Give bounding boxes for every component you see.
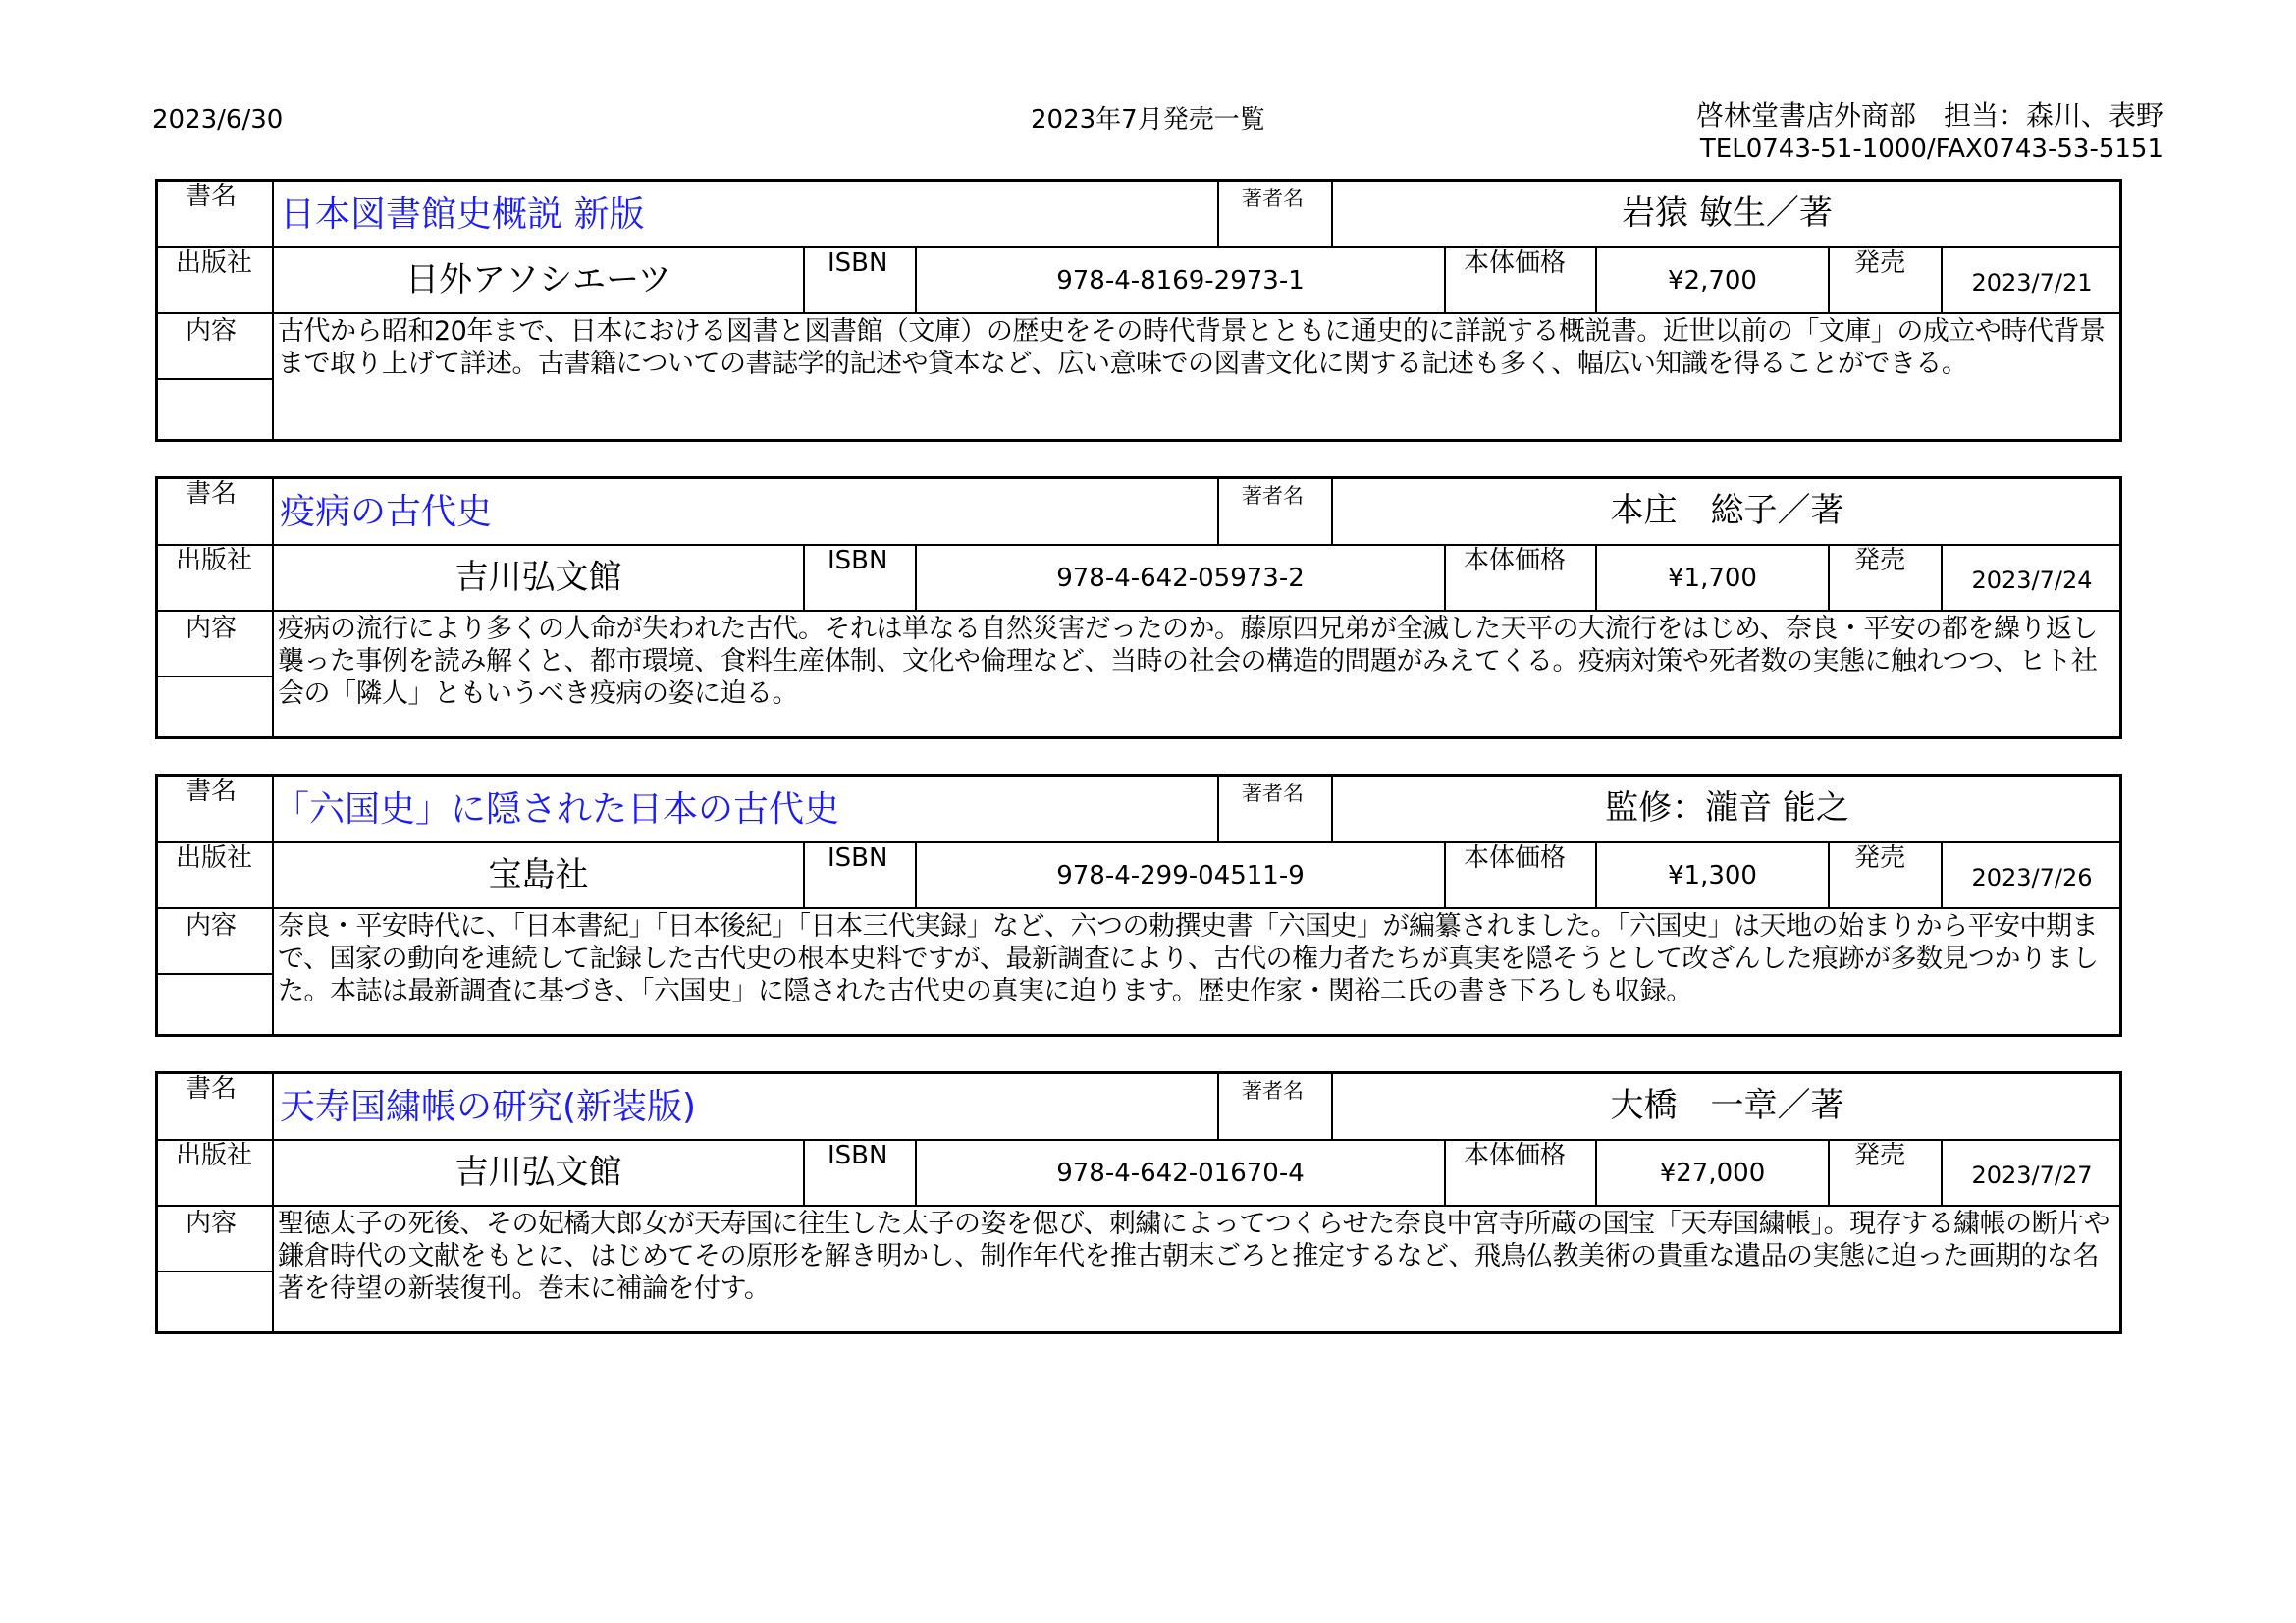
book-price: ¥1,700: [1668, 564, 1757, 593]
label-author: 著者名: [1242, 484, 1304, 508]
label-isbn: ISBN: [828, 546, 888, 575]
label-publisher: 出版社: [176, 1141, 253, 1170]
label-content: 内容: [186, 614, 238, 643]
label-price: 本体価格: [1464, 546, 1567, 575]
label-release: 発売: [1854, 1141, 1906, 1170]
label-price: 本体価格: [1464, 1141, 1567, 1170]
book-entry: [155, 476, 2122, 739]
label-isbn: ISBN: [828, 843, 888, 873]
book-entry: [155, 179, 2122, 442]
book-isbn: 978-4-299-04511-9: [1056, 861, 1305, 891]
book-publisher: 日外アソシエーツ: [405, 260, 671, 299]
book-price: ¥27,000: [1659, 1159, 1766, 1188]
book-author: 岩猿 敏生／著: [1622, 193, 1833, 233]
label-content: 内容: [186, 316, 238, 346]
label-release: 発売: [1854, 843, 1906, 873]
book-entry: [155, 1071, 2122, 1334]
book-release: 2023/7/21: [1971, 269, 2093, 297]
label-isbn: ISBN: [828, 1141, 888, 1170]
book-author: 監修：瀧音 能之: [1605, 788, 1849, 828]
book-description: 聖徳太子の死後、その妃橘大郎女が天寿国に往生した太子の姿を偲び、刺繍によってつくらせた奈良中宮寺所蔵の国宝「天寿国繍帳」。現存する繍帳の断片や鎌倉時代の文献をもとに、はじめてその原形を解き明かし、制作年代を推古朝末ごろと推定するなど、飛鳥仏教美術の貴重な遺品の実態に迫った画期的な名著を待望の新装復刊。巻末に補論を付す。: [278, 1209, 2110, 1304]
book-author: 本庄 総子／著: [1610, 491, 1844, 530]
book-release: 2023/7/24: [1971, 567, 2093, 594]
header-title: 2023年7月発売一覧: [1031, 105, 1265, 135]
label-author: 著者名: [1242, 782, 1304, 805]
book-isbn: 978-4-642-05973-2: [1056, 564, 1305, 593]
book-isbn: 978-4-642-01670-4: [1056, 1159, 1305, 1188]
label-publisher: 出版社: [176, 546, 253, 575]
label-title: 書名: [186, 1074, 238, 1104]
label-author: 著者名: [1242, 187, 1304, 210]
book-release: 2023/7/27: [1971, 1162, 2093, 1189]
book-description: 古代から昭和20年まで、日本における図書と図書館（文庫）の歴史をその時代背景とともに通史的に詳説する概説書。近世以前の「文庫」の成立や時代背景まで取り上げて詳述。古書籍についての書誌学的記述や貸本など、広い意味での図書文化に関する記述も多く、幅広い知識を得ることができる。: [278, 316, 2106, 379]
header-date: 2023/6/30: [152, 105, 284, 135]
label-release: 発売: [1854, 248, 1906, 278]
book-description: 奈良・平安時代に、「日本書紀」「日本後紀」「日本三代実録」など、六つの勅撰史書「六国史」が編纂されました。「六国史」は天地の始まりから平安中期まで、国家の動向を連続して記録した古代史の根本史料ですが、最新調査により、古代の権力者たちが真実を隠そうとして改ざんした痕跡が多数見つかりました。本誌は最新調査に基づき、「六国史」に隠された古代史の真実に迫ります。歴史作家・関裕二氏の書き下ろしも収録。: [278, 911, 2099, 1006]
book-title: 天寿国繍帳の研究(新装版): [280, 1087, 697, 1127]
book-publisher: 吉川弘文館: [454, 558, 622, 597]
label-title: 書名: [186, 479, 238, 509]
book-description: 疫病の流行により多くの人命が失われた古代。それは単なる自然災害だったのか。藤原四兄弟が全滅した天平の大流行をはじめ、奈良・平安の都を繰り返し襲った事例を読み解くと、都市環境、食料生産体制、文化や倫理など、当時の社会の構造的問題がみえてくる。疫病対策や死者数の実態に触れつつ、ヒト社会の「隣人」ともいうべき疫病の姿に迫る。: [278, 614, 2098, 709]
label-content: 内容: [186, 1209, 238, 1238]
book-title: 疫病の古代史: [280, 492, 493, 532]
header-contact: TEL0743-51-1000/FAX0743-53-5151: [1699, 135, 2163, 164]
book-entry: [155, 774, 2122, 1037]
book-release: 2023/7/26: [1971, 864, 2093, 892]
book-publisher: 吉川弘文館: [454, 1153, 622, 1192]
header-store: 啓林堂書店外商部 担当：森川、表野: [1695, 99, 2163, 132]
label-isbn: ISBN: [828, 248, 888, 278]
label-title: 書名: [186, 777, 238, 806]
book-isbn: 978-4-8169-2973-1: [1056, 266, 1305, 296]
book-author: 大橋 一章／著: [1610, 1086, 1844, 1125]
book-title: 「六国史」に隠された日本の古代史: [274, 789, 840, 830]
label-title: 書名: [186, 182, 238, 211]
label-content: 内容: [186, 911, 238, 941]
label-price: 本体価格: [1464, 248, 1567, 278]
book-title: 日本図書館史概説 新版: [280, 194, 645, 235]
label-author: 著者名: [1242, 1079, 1304, 1103]
label-publisher: 出版社: [176, 248, 253, 278]
label-price: 本体価格: [1464, 843, 1567, 873]
book-price: ¥1,300: [1668, 861, 1757, 891]
book-price: ¥2,700: [1668, 266, 1757, 296]
label-release: 発売: [1854, 546, 1906, 575]
label-publisher: 出版社: [176, 843, 253, 873]
book-publisher: 宝島社: [488, 855, 589, 894]
